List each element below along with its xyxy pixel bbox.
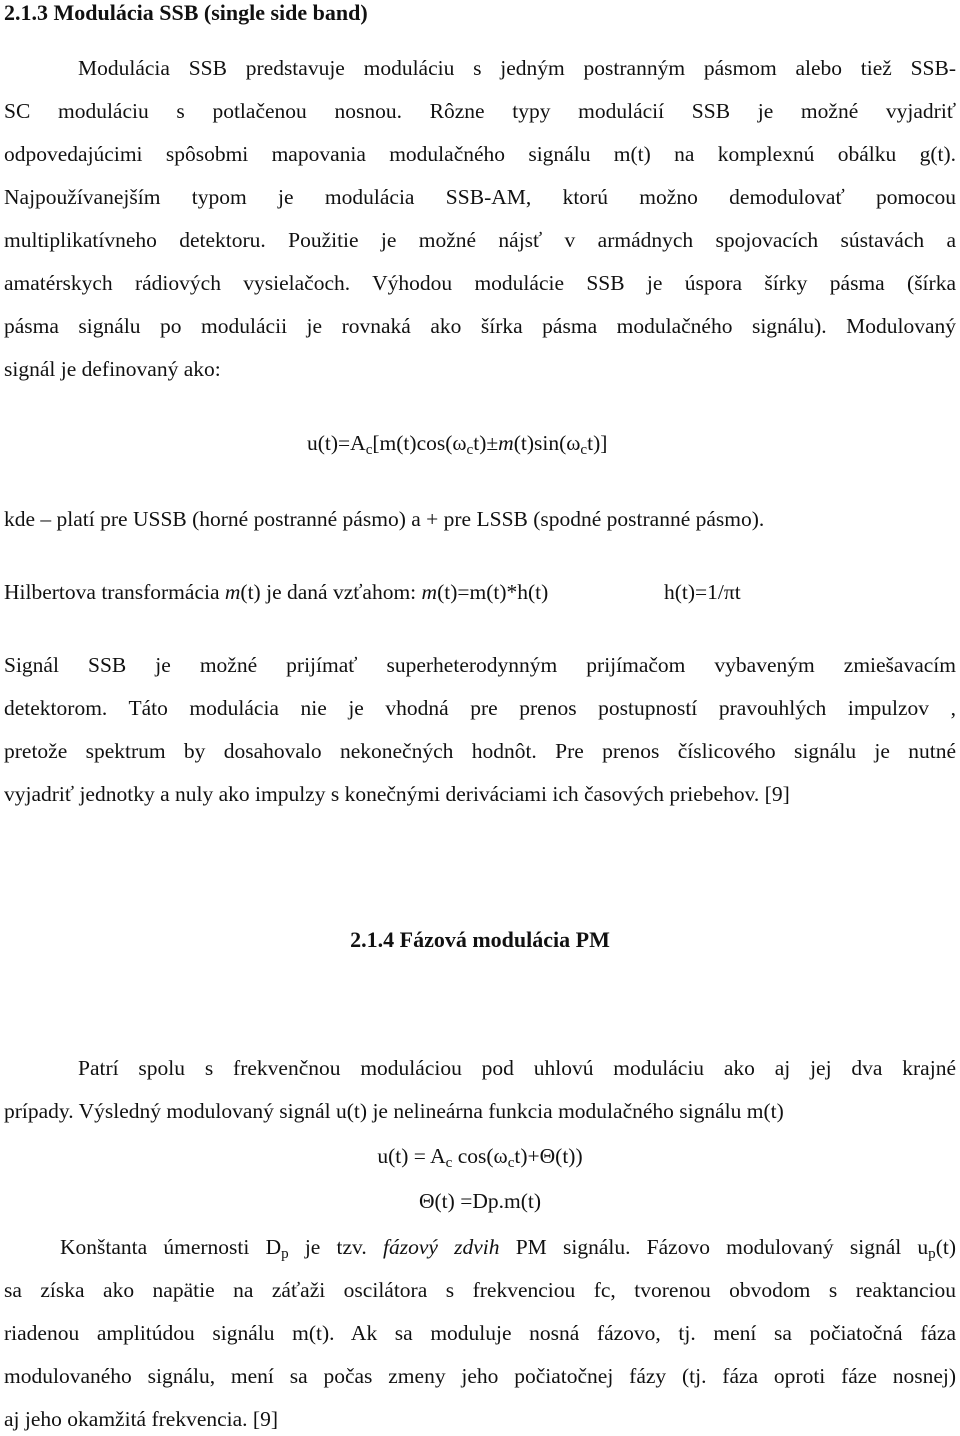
subscript: c <box>365 441 373 458</box>
text-line: riadenou amplitúdou signálu m(t). Ak sa moduluje nosná fázovo, tj. mení sa počiatočná fáza <box>4 1321 956 1345</box>
formula-italic-m: m <box>224 580 241 604</box>
formula-part: t)] <box>587 431 608 455</box>
hilbert-transform-line <box>4 578 956 606</box>
subscript: c <box>580 441 588 458</box>
text-line: Patrí spolu s frekvenčnou moduláciou pod uhlovú moduláciu ako aj jej dva krajné <box>78 1056 956 1080</box>
formula-italic-m: m <box>498 431 514 455</box>
formula-ssb <box>307 429 827 457</box>
text-line: aj jeho okamžitá frekvencia. [9] <box>4 1407 278 1431</box>
subscript: c <box>466 441 474 458</box>
text-line: pretože spektrum by dosahovalo nekonečných hodnôt. Pre prenos číslicového signálu je nutné <box>4 739 956 763</box>
italic-term: fázový zdvih <box>383 1235 500 1259</box>
formula-pm-theta: Θ(t) =Dp.m(t) <box>419 1189 541 1213</box>
text-line: pásma signálu po modulácii je rovnaká ako šírka pásma modulačného signálu). Modulovaný <box>4 314 956 338</box>
text-line: signál je definovaný ako: <box>4 357 221 381</box>
text-line: vyjadriť jednotky a nuly ako impulzy s konečnými deriváciami ich časových priebehov. [9] <box>4 782 790 806</box>
formula-part: [m(t)cos(ω <box>372 431 467 455</box>
formula-italic-m: m <box>421 580 438 604</box>
formula-part: (t)=m(t)*h(t) <box>437 580 549 604</box>
section-heading-pm: 2.1.4 Fázová modulácia PM <box>350 927 610 952</box>
formula-part: u(t) = A <box>377 1144 446 1168</box>
formula-h: h(t)=1/πt <box>664 580 741 604</box>
text-line: multiplikatívneho detektoru. Použitie je možné nájsť v armádnych spojovacích sústavách a <box>4 228 956 252</box>
subscript: c <box>445 1154 453 1171</box>
formula-part: t)± <box>473 431 499 455</box>
text-part: PM signálu. Fázovo modulovaný signál u <box>499 1235 929 1259</box>
text-line <box>60 1233 956 1261</box>
formula-part: cos(ω <box>452 1144 508 1168</box>
subscript: p <box>281 1245 289 1262</box>
formula-part: (t) je daná vzťahom: <box>240 580 422 604</box>
text-part: (t) <box>935 1235 956 1259</box>
text-line: prípady. Výsledný modulovaný signál u(t) je nelineárna funkcia modulačného signálu m(t) <box>4 1099 784 1123</box>
subscript: p <box>928 1245 936 1262</box>
subscript: c <box>507 1154 515 1171</box>
formula-part: t)+Θ(t)) <box>514 1144 583 1168</box>
text-part: je tzv. <box>288 1235 383 1259</box>
text-line: amatérskych rádiových vysielačoch. Výhodou modulácie SSB je úspora šírky pásma (šírka <box>4 271 956 295</box>
text-line: Najpoužívanejším typom je modulácia SSB-AM, ktorú možno demodulovať pomocou <box>4 185 956 209</box>
text-line: SC moduláciu s potlačenou nosnou. Rôzne typy modulácií SSB je možné vyjadriť <box>4 99 956 123</box>
formula-part: Hilbertova transformácia <box>4 580 225 604</box>
section-heading-ssb: 2.1.3 Modulácia SSB (single side band) <box>4 0 368 25</box>
formula-pm-u <box>0 1142 960 1170</box>
text-line: Signál SSB je možné prijímať superheterodynným prijímačom vybaveným zmiešavacím <box>4 653 956 677</box>
text-line: sa získa ako napätie na záťaži oscilátora s frekvenciou fc, tvorenou obvodom s reaktanciou <box>4 1278 956 1302</box>
text-line-kde: kde – platí pre USSB (horné postranné pásmo) a + pre LSSB (spodné postranné pásmo). <box>4 507 765 531</box>
text-part: Konštanta úmernosti D <box>60 1235 282 1259</box>
text-line: modulovaného signálu, mení sa počas zmeny jeho počiatočnej fázy (tj. fáza oproti fáze nosnej) <box>4 1364 956 1388</box>
formula-part: (t)sin(ω <box>513 431 581 455</box>
text-line: Modulácia SSB predstavuje moduláciu s jedným postranným pásmom alebo tiež SSB- <box>78 56 956 80</box>
formula-part: u(t)=A <box>307 431 366 455</box>
text-line: odpovedajúcimi spôsobmi mapovania modulačného signálu m(t) na komplexnú obálku g(t). <box>4 142 956 166</box>
text-line: detektorom. Táto modulácia nie je vhodná pre prenos postupností pravouhlých impulzov , <box>4 696 956 720</box>
